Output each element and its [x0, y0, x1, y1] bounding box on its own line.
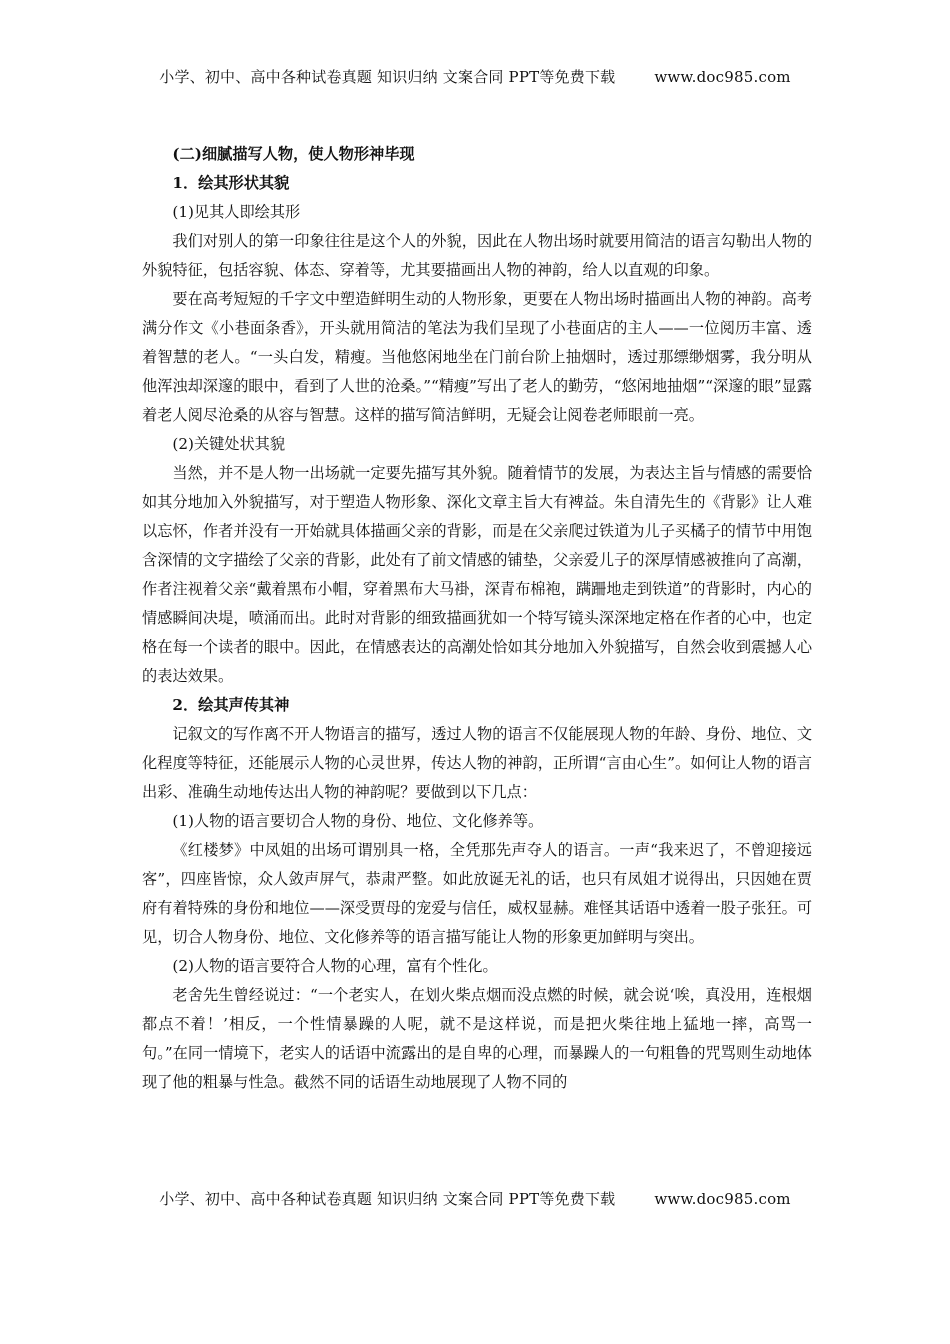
section-title: (二)细腻描写人物，使人物形神毕现	[172, 145, 415, 163]
subsection-title-2: 2．绘其声传其神	[172, 696, 290, 714]
point-title-1-1: (1)见其人即绘其形	[172, 203, 301, 221]
point-title-2-2: (2)人物的语言要符合人物的心理，富有个性化。	[172, 957, 498, 975]
paragraph-4: 记叙文的写作离不开人物语言的描写，透过人物的语言不仅能展现人物的年龄、身份、地位、文化程度等特征，还能展示人物的心灵世界，传达人物的神韵，正所谓“言由心生”。如何让人物的语言出彩、准确生动地传达出人物的神韵呢？要做到以下几点：	[142, 725, 812, 801]
paragraph-2: 要在高考短短的千字文中塑造鲜明生动的人物形象，更要在人物出场时描画出人物的神韵。高考满分作文《小巷面条香》，开头就用简洁的笔法为我们呈现了小巷面店的主人——一位阅历丰富、透着智慧的老人。“一头白发，精瘦。当他悠闲地坐在门前台阶上抽烟时，透过那缥缈烟雾，我分明从他浑浊却深邃的眼中，看到了人世的沧桑。”“精瘦”写出了老人的勤劳，“悠闲地抽烟”“深邃的眼”显露着老人阅尽沧桑的从容与智慧。这样的描写简洁鲜明，无疑会让阅卷老师眼前一亮。	[142, 290, 812, 424]
page-header	[0, 66, 950, 87]
footer-site[interactable]: www.doc985.com	[654, 1190, 791, 1208]
point-title-1-2: (2)关键处状其貌	[172, 435, 286, 453]
paragraph-6: 老舍先生曾经说过：“一个老实人，在划火柴点烟而没点燃的时候，就会说‘唉，真没用，连根烟都点不着！’相反，一个性情暴躁的人呢，就不是这样说，而是把火柴往地上猛地一摔，高骂一句。”在同一情境下，老实人的话语中流露出的是自卑的心理，而暴躁人的一句粗鲁的咒骂则生动地体现了他的粗暴与性急。截然不同的话语生动地展现了人物不同的	[142, 986, 812, 1091]
paragraph-1: 我们对别人的第一印象往往是这个人的外貌，因此在人物出场时就要用简洁的语言勾勒出人物的外貌特征，包括容貌、体态、穿着等，尤其要描画出人物的神韵，给人以直观的印象。	[142, 232, 812, 279]
header-site[interactable]: www.doc985.com	[654, 68, 791, 86]
point-title-2-1: (1)人物的语言要切合人物的身份、地位、文化修养等。	[172, 812, 544, 830]
subsection-title-1: 1．绘其形状其貌	[172, 174, 290, 192]
header-text: 小学、初中、高中各种试卷真题 知识归纳 文案合同 PPT等免费下载	[159, 68, 616, 86]
paragraph-5: 《红楼梦》中凤姐的出场可谓别具一格，全凭那先声夺人的语言。一声“我来迟了，不曾迎接远客”，四座皆惊，众人敛声屏气，恭肃严整。如此放诞无礼的话，也只有凤姐才说得出，只因她在贾府有着特殊的身份和地位——深受贾母的宠爱与信任，威权显赫。难怪其话语中透着一股子张狂。可见，切合人物身份、地位、文化修养等的语言描写能让人物的形象更加鲜明与突出。	[142, 841, 812, 946]
document-body	[142, 140, 812, 1097]
paragraph-3: 当然，并不是人物一出场就一定要先描写其外貌。随着情节的发展，为表达主旨与情感的需要恰如其分地加入外貌描写，对于塑造人物形象、深化文章主旨大有裨益。朱自清先生的《背影》让人难以忘怀，作者并没有一开始就具体描画父亲的背影，而是在父亲爬过铁道为儿子买橘子的情节中用饱含深情的文字描绘了父亲的背影，此处有了前文情感的铺垫，父亲爱儿子的深厚情感被推向了高潮，作者注视着父亲“戴着黑布小帽，穿着黑布大马褂，深青布棉袍，蹒跚地走到铁道”的背影时，内心的情感瞬间决堤，喷涌而出。此时对背影的细致描画犹如一个特写镜头深深地定格在作者的心中，也定格在每一个读者的眼中。因此，在情感表达的高潮处恰如其分地加入外貌描写，自然会收到震撼人心的表达效果。	[142, 464, 812, 685]
page-footer	[0, 1188, 950, 1209]
footer-text: 小学、初中、高中各种试卷真题 知识归纳 文案合同 PPT等免费下载	[159, 1190, 616, 1208]
